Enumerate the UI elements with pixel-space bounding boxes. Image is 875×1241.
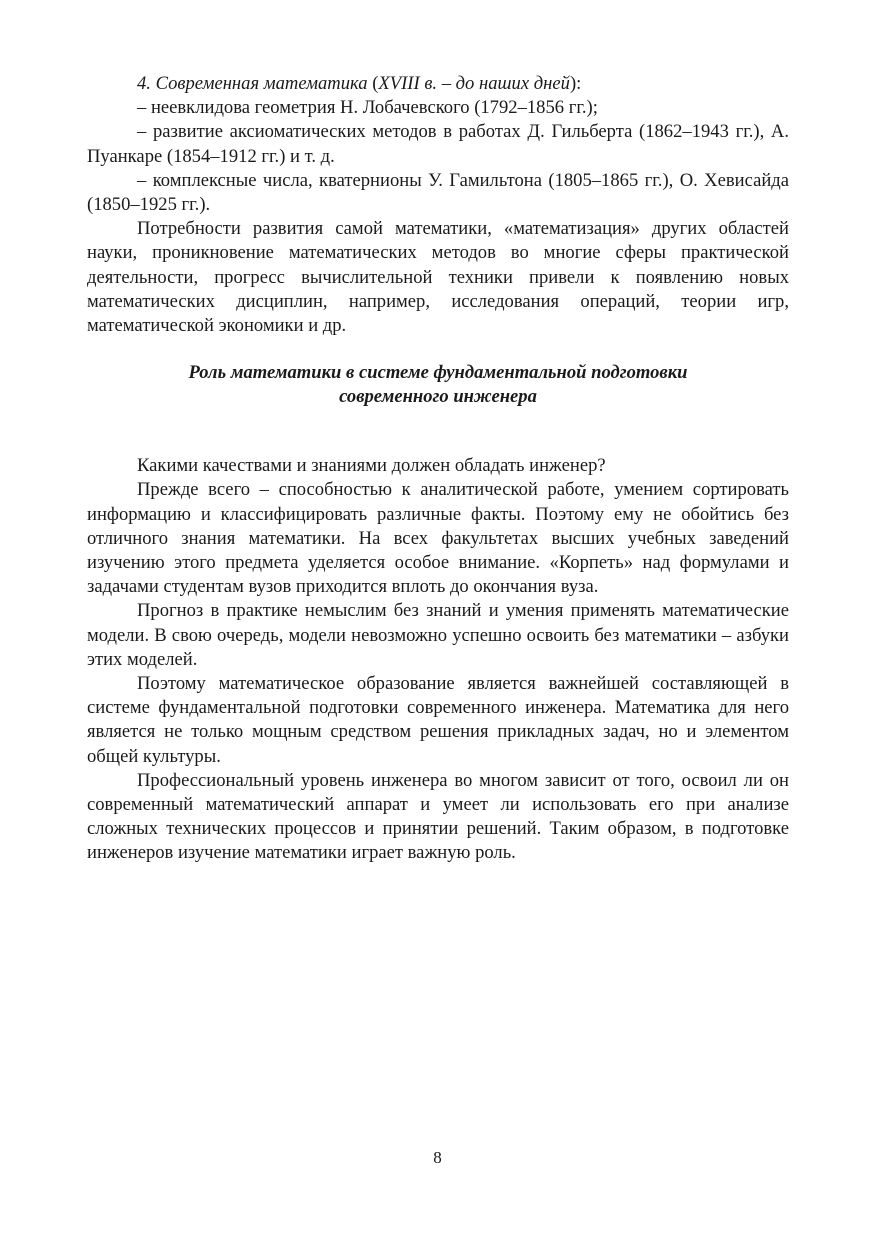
era-heading bbox=[87, 72, 789, 96]
page-number: 8 bbox=[433, 1148, 442, 1167]
document-page bbox=[87, 72, 789, 866]
era-period: XVIII в. – до наших дней bbox=[378, 73, 570, 94]
section-heading-line1: Роль математики в системе фундаментальной подготовки bbox=[188, 362, 688, 384]
era-title: 4. Современная математика bbox=[137, 73, 368, 94]
section-heading-line2: современного инженера bbox=[339, 386, 537, 408]
bullet-item: – развитие аксиоматических методов в работах Д. Гильберта (1862–1943 гг.), А. Пуанкаре (1854–1912 гг.) и т. д. bbox=[87, 121, 789, 167]
body-paragraph: Прогноз в практике немыслим без знаний и умения применять математические модели. В свою очередь, модели невозможно успешно освоить без математики – азбуки этих моделей. bbox=[87, 600, 789, 670]
era-close: ): bbox=[569, 73, 582, 94]
body-paragraph: Профессиональный уровень инженера во многом зависит от того, освоил ли он современный математический аппарат и умеет ли использовать его при анализе сложных технических процессов и принятии решений. Таким образом, в подготовке инженеров изучение математики играет важную роль. bbox=[87, 769, 789, 864]
section-heading bbox=[87, 361, 789, 409]
bullet-item: – неевклидова геометрия Н. Лобачевского (1792–1856 гг.); bbox=[137, 97, 598, 119]
era-open-paren: ( bbox=[367, 73, 379, 94]
intro-paragraph: Потребности развития самой математики, «математизация» других областей науки, проникновение математических методов во многие сферы практической деятельности, прогресс вычислительной техники привели к появлению новых математических дисциплин, например, исследования операций, теории игр, математической экономики и др. bbox=[87, 218, 789, 337]
bullet-item: – комплексные числа, кватернионы У. Гамильтона (1805–1865 гг.), О. Хевисайда (1850–1925 гг.). bbox=[87, 169, 789, 216]
body-paragraph: Поэтому математическое образование является важнейшей составляющей в системе фундаментальной подготовки современного инженера. Математика для него является не только мощным средством решения прикладных задач, но и элементом общей культуры. bbox=[87, 673, 789, 767]
question-paragraph: Какими качествами и знаниями должен обладать инженер? bbox=[137, 455, 606, 477]
body-paragraph: Прежде всего – способностью к аналитической работе, умением сортировать информацию и классифицировать различные факты. Поэтому ему не обойтись без отличного знания математики. На всех факультетах высших учебных заведений изучению этого предмета уделяется особое внимание. «Корпеть» над формулами и задачами студентам вузов приходится вплоть до окончания вуза. bbox=[87, 479, 789, 598]
